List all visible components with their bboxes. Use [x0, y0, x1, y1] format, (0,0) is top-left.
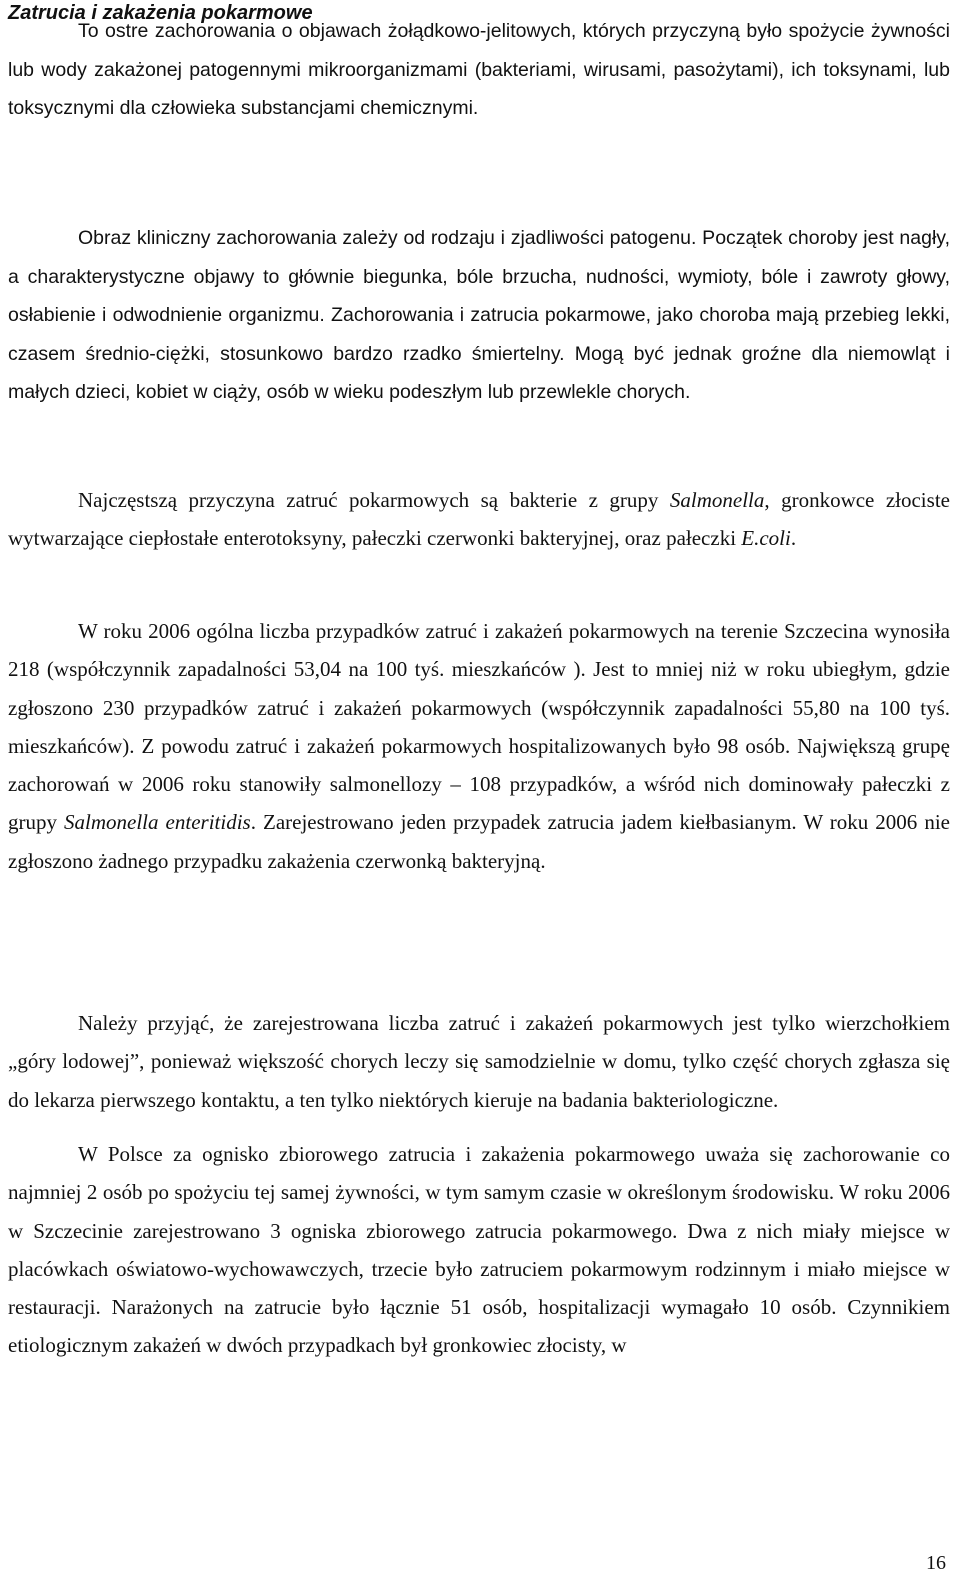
- paragraph-definition: To ostre zachorowania o objawach żołądkowo-jelitowych, których przyczyną było spożycie żywności lub wody zakażonej patogennymi mikroorganizmami (bakteriami, wirusami, pasożytami), ich toksynami, lub toksycznymi dla człowieka substancjami chemicznymi.: [8, 20, 950, 119]
- italic-term-ecoli: E.coli: [741, 526, 791, 551]
- page-number: 16: [926, 1552, 946, 1574]
- paragraph-clinical-picture: Obraz kliniczny zachorowania zależy od rodzaju i zjadliwości patogenu. Początek choroby jest nagły, a charakterystyczne objawy to głównie biegunka, bóle brzucha, nudności, wymioty, bóle i zawroty głowy, osłabienie i odwodnienie organizmu. Zachorowania i zatrucia pokarmowe, jako choroba mają przebieg lekki, czasem średnio-ciężki, stosunkowo bardzo rzadko śmiertelny. Mogą być jednak groźne dla niemowląt i małych dzieci, kobiet w ciąży, osób w wieku podeszłym lub przewlekle chorych.: [8, 227, 950, 403]
- italic-term-salmonella: Salmonella: [669, 488, 765, 512]
- paragraph-iceberg: Należy przyjąć, że zarejestrowana liczba zatruć i zakażeń pokarmowych jest tylko wierzchołkiem „góry lodowej”, ponieważ większość chorych leczy się samodzielnie w domu, tylko część chorych zgłasza się do lekarza pierwszego kontaktu, a ten tylko niektórych kieruje na badania bakteriologiczne.: [8, 1011, 950, 1112]
- text-run: , gronkowce złociste wytwarzające ciepłostałe enterotoksyny, pałeczki czerwonki bakteryjnej, oraz pałeczki: [8, 488, 950, 551]
- text-run: W roku 2006 ogólna liczba przypadków zatruć i zakażeń pokarmowych na terenie Szczecina wynosiła 218 (współczynnik zapadalności 53,04 na 100 tyś. mieszkańców ). Jest to mniej niż w roku ubiegłym, gdzie zgłoszono 230 przypadków zatruć i zakażeń pokarmowych (współczynnik zapadalności 55,80 na 100 tyś. mieszkańców). Z powodu zatruć i zakażeń pokarmowych hospitalizowanych było 98 osób. Największą grupę zachorowań w 2006 roku stanowiły salmonellozy – 108 przypadków, a wśród nich dominowały pałeczki z grupy: [8, 619, 950, 835]
- paragraph-statistics-2006: [8, 612, 950, 880]
- text-run: . Zarejestrowano jeden przypadek zatrucia jadem kiełbasianym. W roku 2006 nie zgłoszono żadnego przypadku zakażenia czerwonką bakteryjną.: [8, 810, 950, 873]
- paragraph-causes: [8, 481, 950, 558]
- text-run: .: [790, 526, 797, 551]
- italic-term-salmonella-enteritidis: Salmonella enteritidis: [64, 810, 251, 835]
- paragraph-outbreaks: W Polsce za ognisko zbiorowego zatrucia i zakażenia pokarmowego uważa się zachorowanie co najmniej 2 osób po spożyciu tej samej żywności, w tym samym czasie w określonym środowisku. W roku 2006 w Szczecinie zarejestrowano 3 ogniska zbiorowego zatrucia pokarmowego. Dwa z nich miały miejsce w placówkach oświatowo-wychowawczych, trzecie było zatruciem pokarmowym rodzinnym i miało miejsce w restauracji. Narażonych na zatrucie było łącznie 51 osób, hospitalizacji wymagało 10 osób. Czynnikiem etiologicznym zakażeń w dwóch przypadkach był gronkowiec złocisty, w: [8, 1142, 950, 1358]
- section-heading: Zatrucia i zakażenia pokarmowe: [8, 2, 313, 24]
- text-run: Najczęstszą przyczyna zatruć pokarmowych są bakterie z grupy: [78, 488, 670, 512]
